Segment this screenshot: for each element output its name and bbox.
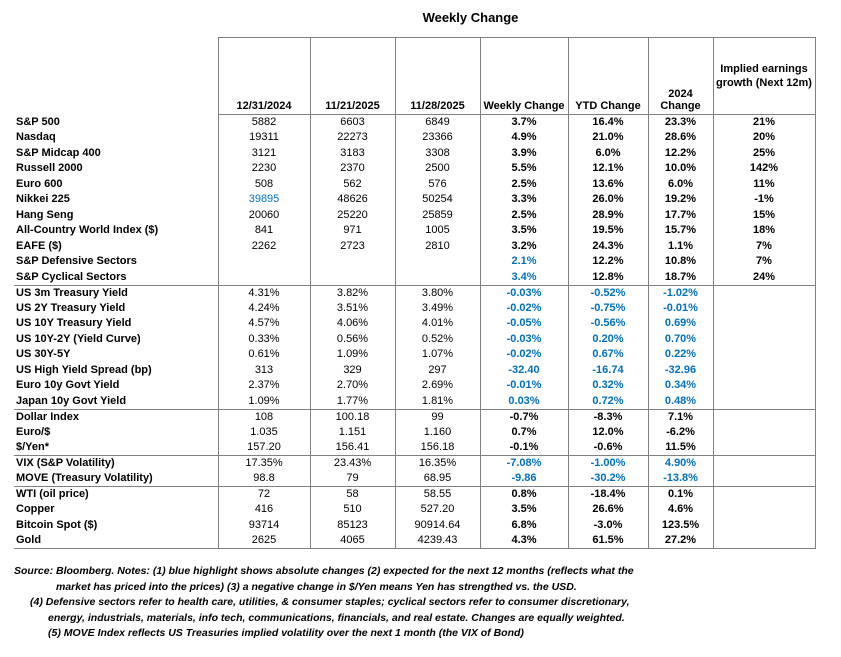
table-row [14,270,815,286]
cell: 142% [713,161,815,177]
cell: 2370 [310,161,395,177]
table-row [14,394,815,410]
cell: 416 [218,502,310,518]
cell: -9.86 [480,471,568,487]
cell: 39895 [218,192,310,208]
cell: 0.56% [310,332,395,348]
cell: 4.90% [648,456,713,472]
table-row [14,471,815,487]
table-row [14,409,815,425]
cell: 12.1% [568,161,648,177]
cell: 156.18 [395,440,480,456]
cell: 2625 [218,533,310,549]
cell: -1% [713,192,815,208]
cell: 2230 [218,161,310,177]
cell: -30.2% [568,471,648,487]
cell: -0.03% [480,285,568,301]
cell: 21% [713,115,815,131]
table-row [14,425,815,441]
cell: 508 [218,177,310,193]
cell: 297 [395,363,480,379]
header-spacer [14,38,218,115]
cell [713,440,815,456]
cell: 1.151 [310,425,395,441]
cell [713,487,815,503]
cell: 100.18 [310,409,395,425]
table-row [14,130,815,146]
cell: -18.4% [568,487,648,503]
cell: 26.6% [568,502,648,518]
cell: 576 [395,177,480,193]
cell: 18% [713,223,815,239]
weekly-change-table [14,37,816,549]
cell: 1005 [395,223,480,239]
cell: 1.09% [310,347,395,363]
cell: 2.37% [218,378,310,394]
row-label: Euro 10y Govt Yield [14,378,218,394]
cell: 12.2% [568,254,648,270]
column-header-date-1: 12/31/2024 [218,38,310,115]
cell: 0.67% [568,347,648,363]
row-label: Gold [14,533,218,549]
cell [713,347,815,363]
cell: 0.7% [480,425,568,441]
cell: 27.2% [648,533,713,549]
cell [310,270,395,286]
cell: 3.49% [395,301,480,317]
table-row [14,378,815,394]
cell: 23366 [395,130,480,146]
row-label: US High Yield Spread (bp) [14,363,218,379]
row-label: $/Yen* [14,440,218,456]
cell: 1.81% [395,394,480,410]
cell: -0.02% [480,301,568,317]
cell: 12.0% [568,425,648,441]
cell: 24.3% [568,239,648,255]
cell: 0.22% [648,347,713,363]
cell [218,270,310,286]
source-notes [14,564,827,642]
table-row [14,487,815,503]
cell: 3.5% [480,223,568,239]
cell: 28.9% [568,208,648,224]
cell: 0.20% [568,332,648,348]
cell: -0.01% [480,378,568,394]
cell: 841 [218,223,310,239]
table-row [14,208,815,224]
cell: 23.3% [648,115,713,131]
cell: 1.035 [218,425,310,441]
cell: 25220 [310,208,395,224]
row-label: US 3m Treasury Yield [14,285,218,301]
cell: 0.69% [648,316,713,332]
cell: 313 [218,363,310,379]
cell: 61.5% [568,533,648,549]
cell: 28.6% [648,130,713,146]
table-header [14,38,815,115]
cell: 3.80% [395,285,480,301]
row-label: US 10Y Treasury Yield [14,316,218,332]
row-label: US 2Y Treasury Yield [14,301,218,317]
row-label: S&P Midcap 400 [14,146,218,162]
cell: 17.7% [648,208,713,224]
cell: 4.6% [648,502,713,518]
cell: -0.6% [568,440,648,456]
row-label: Russell 2000 [14,161,218,177]
cell: 108 [218,409,310,425]
cell [713,363,815,379]
table-row [14,301,815,317]
cell: -0.03% [480,332,568,348]
row-label: MOVE (Treasury Volatility) [14,471,218,487]
cell: 0.1% [648,487,713,503]
cell: 2.5% [480,177,568,193]
cell: 1.77% [310,394,395,410]
cell [713,471,815,487]
cell: 3.2% [480,239,568,255]
cell: 4.01% [395,316,480,332]
cell: 16.35% [395,456,480,472]
cell: 4.3% [480,533,568,549]
cell: 6603 [310,115,395,131]
cell: 58 [310,487,395,503]
cell: 11% [713,177,815,193]
cell: 25859 [395,208,480,224]
cell: 93714 [218,518,310,534]
table-row [14,533,815,549]
row-label: Euro 600 [14,177,218,193]
cell [713,425,815,441]
column-header-weekly-change: Weekly Change [480,38,568,115]
cell: -1.00% [568,456,648,472]
cell [395,254,480,270]
row-label: Japan 10y Govt Yield [14,394,218,410]
cell: 329 [310,363,395,379]
column-header-ytd-change: YTD Change [568,38,648,115]
cell: 11.5% [648,440,713,456]
note-line: market has priced into the prices) (3) a negative change in $/Yen means Yen has strengthed vs. the USD. [56,580,577,593]
row-label: WTI (oil price) [14,487,218,503]
cell: -0.01% [648,301,713,317]
row-label: Hang Seng [14,208,218,224]
cell: 510 [310,502,395,518]
cell [218,254,310,270]
cell: 3.51% [310,301,395,317]
cell: 25% [713,146,815,162]
cell: 10.0% [648,161,713,177]
cell: -1.02% [648,285,713,301]
cell: 6.0% [648,177,713,193]
cell: 2810 [395,239,480,255]
cell: -0.75% [568,301,648,317]
table-row [14,285,815,301]
cell: 6849 [395,115,480,131]
row-label: All-Country World Index ($) [14,223,218,239]
cell: 20060 [218,208,310,224]
cell: 7.1% [648,409,713,425]
cell: 2500 [395,161,480,177]
cell: 7% [713,254,815,270]
cell [395,270,480,286]
cell: 10.8% [648,254,713,270]
cell: 4.57% [218,316,310,332]
row-label: VIX (S&P Volatility) [14,456,218,472]
cell: 2.1% [480,254,568,270]
cell: 18.7% [648,270,713,286]
table-row [14,254,815,270]
cell: 4.24% [218,301,310,317]
cell: 3183 [310,146,395,162]
cell: -3.0% [568,518,648,534]
cell [713,332,815,348]
cell: -0.02% [480,347,568,363]
column-header-implied-earnings: Implied earnings growth (Next 12m) [713,38,815,115]
cell: 21.0% [568,130,648,146]
cell: 3.82% [310,285,395,301]
cell: 26.0% [568,192,648,208]
cell: 0.34% [648,378,713,394]
cell: 79 [310,471,395,487]
cell: 7% [713,239,815,255]
cell: 4.31% [218,285,310,301]
table-row [14,316,815,332]
row-label: Nikkei 225 [14,192,218,208]
cell: 971 [310,223,395,239]
column-header-2024-change: 2024 Change [648,38,713,115]
cell: 0.70% [648,332,713,348]
cell: 562 [310,177,395,193]
table-row [14,456,815,472]
cell: 17.35% [218,456,310,472]
row-label: EAFE ($) [14,239,218,255]
cell: 98.8 [218,471,310,487]
note-line: Source: Bloomberg. Notes: (1) blue highlight shows absolute changes (2) expected for the next 12 months (reflects what the [14,565,634,577]
table-row [14,115,815,131]
table-row [14,332,815,348]
page-title: Weekly Change [422,10,519,25]
cell: 0.48% [648,394,713,410]
row-label: Dollar Index [14,409,218,425]
cell: 4.9% [480,130,568,146]
cell: 0.52% [395,332,480,348]
cell: 19.2% [648,192,713,208]
cell: 2.5% [480,208,568,224]
cell: 68.95 [395,471,480,487]
table-row [14,177,815,193]
cell: 19311 [218,130,310,146]
cell: -32.40 [480,363,568,379]
cell: 23.43% [310,456,395,472]
cell: 1.09% [218,394,310,410]
cell [713,533,815,549]
cell: -7.08% [480,456,568,472]
cell [713,301,815,317]
row-label: Copper [14,502,218,518]
cell [713,456,815,472]
cell: 2723 [310,239,395,255]
table-row [14,347,815,363]
table-row [14,239,815,255]
column-header-date-3: 11/28/2025 [395,38,480,115]
cell: 0.72% [568,394,648,410]
cell: 16.4% [568,115,648,131]
cell: 3.3% [480,192,568,208]
note-line: (4) Defensive sectors refer to health care, utilities, & consumer staples; cyclical sectors refer to consumer discretionary, [30,596,630,608]
cell: 527.20 [395,502,480,518]
row-label: Bitcoin Spot ($) [14,518,218,534]
cell: 156.41 [310,440,395,456]
cell: 0.03% [480,394,568,410]
cell: 1.160 [395,425,480,441]
cell [713,378,815,394]
table-row [14,161,815,177]
cell [713,502,815,518]
cell: 0.33% [218,332,310,348]
cell [713,409,815,425]
cell: 85123 [310,518,395,534]
cell: 2.70% [310,378,395,394]
cell: 5882 [218,115,310,131]
cell: 48626 [310,192,395,208]
table-row [14,146,815,162]
row-label: S&P Cyclical Sectors [14,270,218,286]
cell: 20% [713,130,815,146]
cell: 4.06% [310,316,395,332]
cell: 12.8% [568,270,648,286]
cell: 90914.64 [395,518,480,534]
cell: -0.05% [480,316,568,332]
cell: 50254 [395,192,480,208]
cell: 6.0% [568,146,648,162]
cell: -13.8% [648,471,713,487]
cell: 13.6% [568,177,648,193]
cell: 3.5% [480,502,568,518]
row-label: S&P Defensive Sectors [14,254,218,270]
table-row [14,440,815,456]
cell: 3308 [395,146,480,162]
row-label: Nasdaq [14,130,218,146]
cell: -0.52% [568,285,648,301]
cell: 6.8% [480,518,568,534]
cell: 123.5% [648,518,713,534]
cell: 0.8% [480,487,568,503]
cell [713,518,815,534]
table-row [14,363,815,379]
cell: 157.20 [218,440,310,456]
table-row [14,502,815,518]
cell: -8.3% [568,409,648,425]
cell: 3121 [218,146,310,162]
cell: 0.61% [218,347,310,363]
cell: 3.4% [480,270,568,286]
row-label: Euro/$ [14,425,218,441]
table-row [14,223,815,239]
cell: 24% [713,270,815,286]
cell: 2.69% [395,378,480,394]
cell [310,254,395,270]
cell: 4065 [310,533,395,549]
cell: -6.2% [648,425,713,441]
note-line: energy, industrials, materials, info tech, communications, financials, and real estate. Changes are equally weighted. [48,611,625,624]
cell: 4239.43 [395,533,480,549]
cell: -32.96 [648,363,713,379]
cell: 15% [713,208,815,224]
cell [713,285,815,301]
row-label: S&P 500 [14,115,218,131]
column-header-date-2: 11/21/2025 [310,38,395,115]
cell: 5.5% [480,161,568,177]
cell: 0.32% [568,378,648,394]
cell: 1.1% [648,239,713,255]
cell [713,316,815,332]
cell [713,394,815,410]
row-label: US 10Y-2Y (Yield Curve) [14,332,218,348]
cell: 3.7% [480,115,568,131]
cell: 72 [218,487,310,503]
cell: 58.55 [395,487,480,503]
cell: 12.2% [648,146,713,162]
cell: 99 [395,409,480,425]
cell: -16.74 [568,363,648,379]
cell: -0.1% [480,440,568,456]
cell: -0.7% [480,409,568,425]
cell: -0.56% [568,316,648,332]
table-body [14,115,815,549]
cell: 19.5% [568,223,648,239]
row-label: US 30Y-5Y [14,347,218,363]
cell: 2262 [218,239,310,255]
cell: 22273 [310,130,395,146]
cell: 1.07% [395,347,480,363]
note-line: (5) MOVE Index reflects US Treasuries implied volatility over the next 1 month (the VIX of Bond) [48,627,524,639]
cell: 15.7% [648,223,713,239]
table-row [14,518,815,534]
cell: 3.9% [480,146,568,162]
table-row [14,192,815,208]
